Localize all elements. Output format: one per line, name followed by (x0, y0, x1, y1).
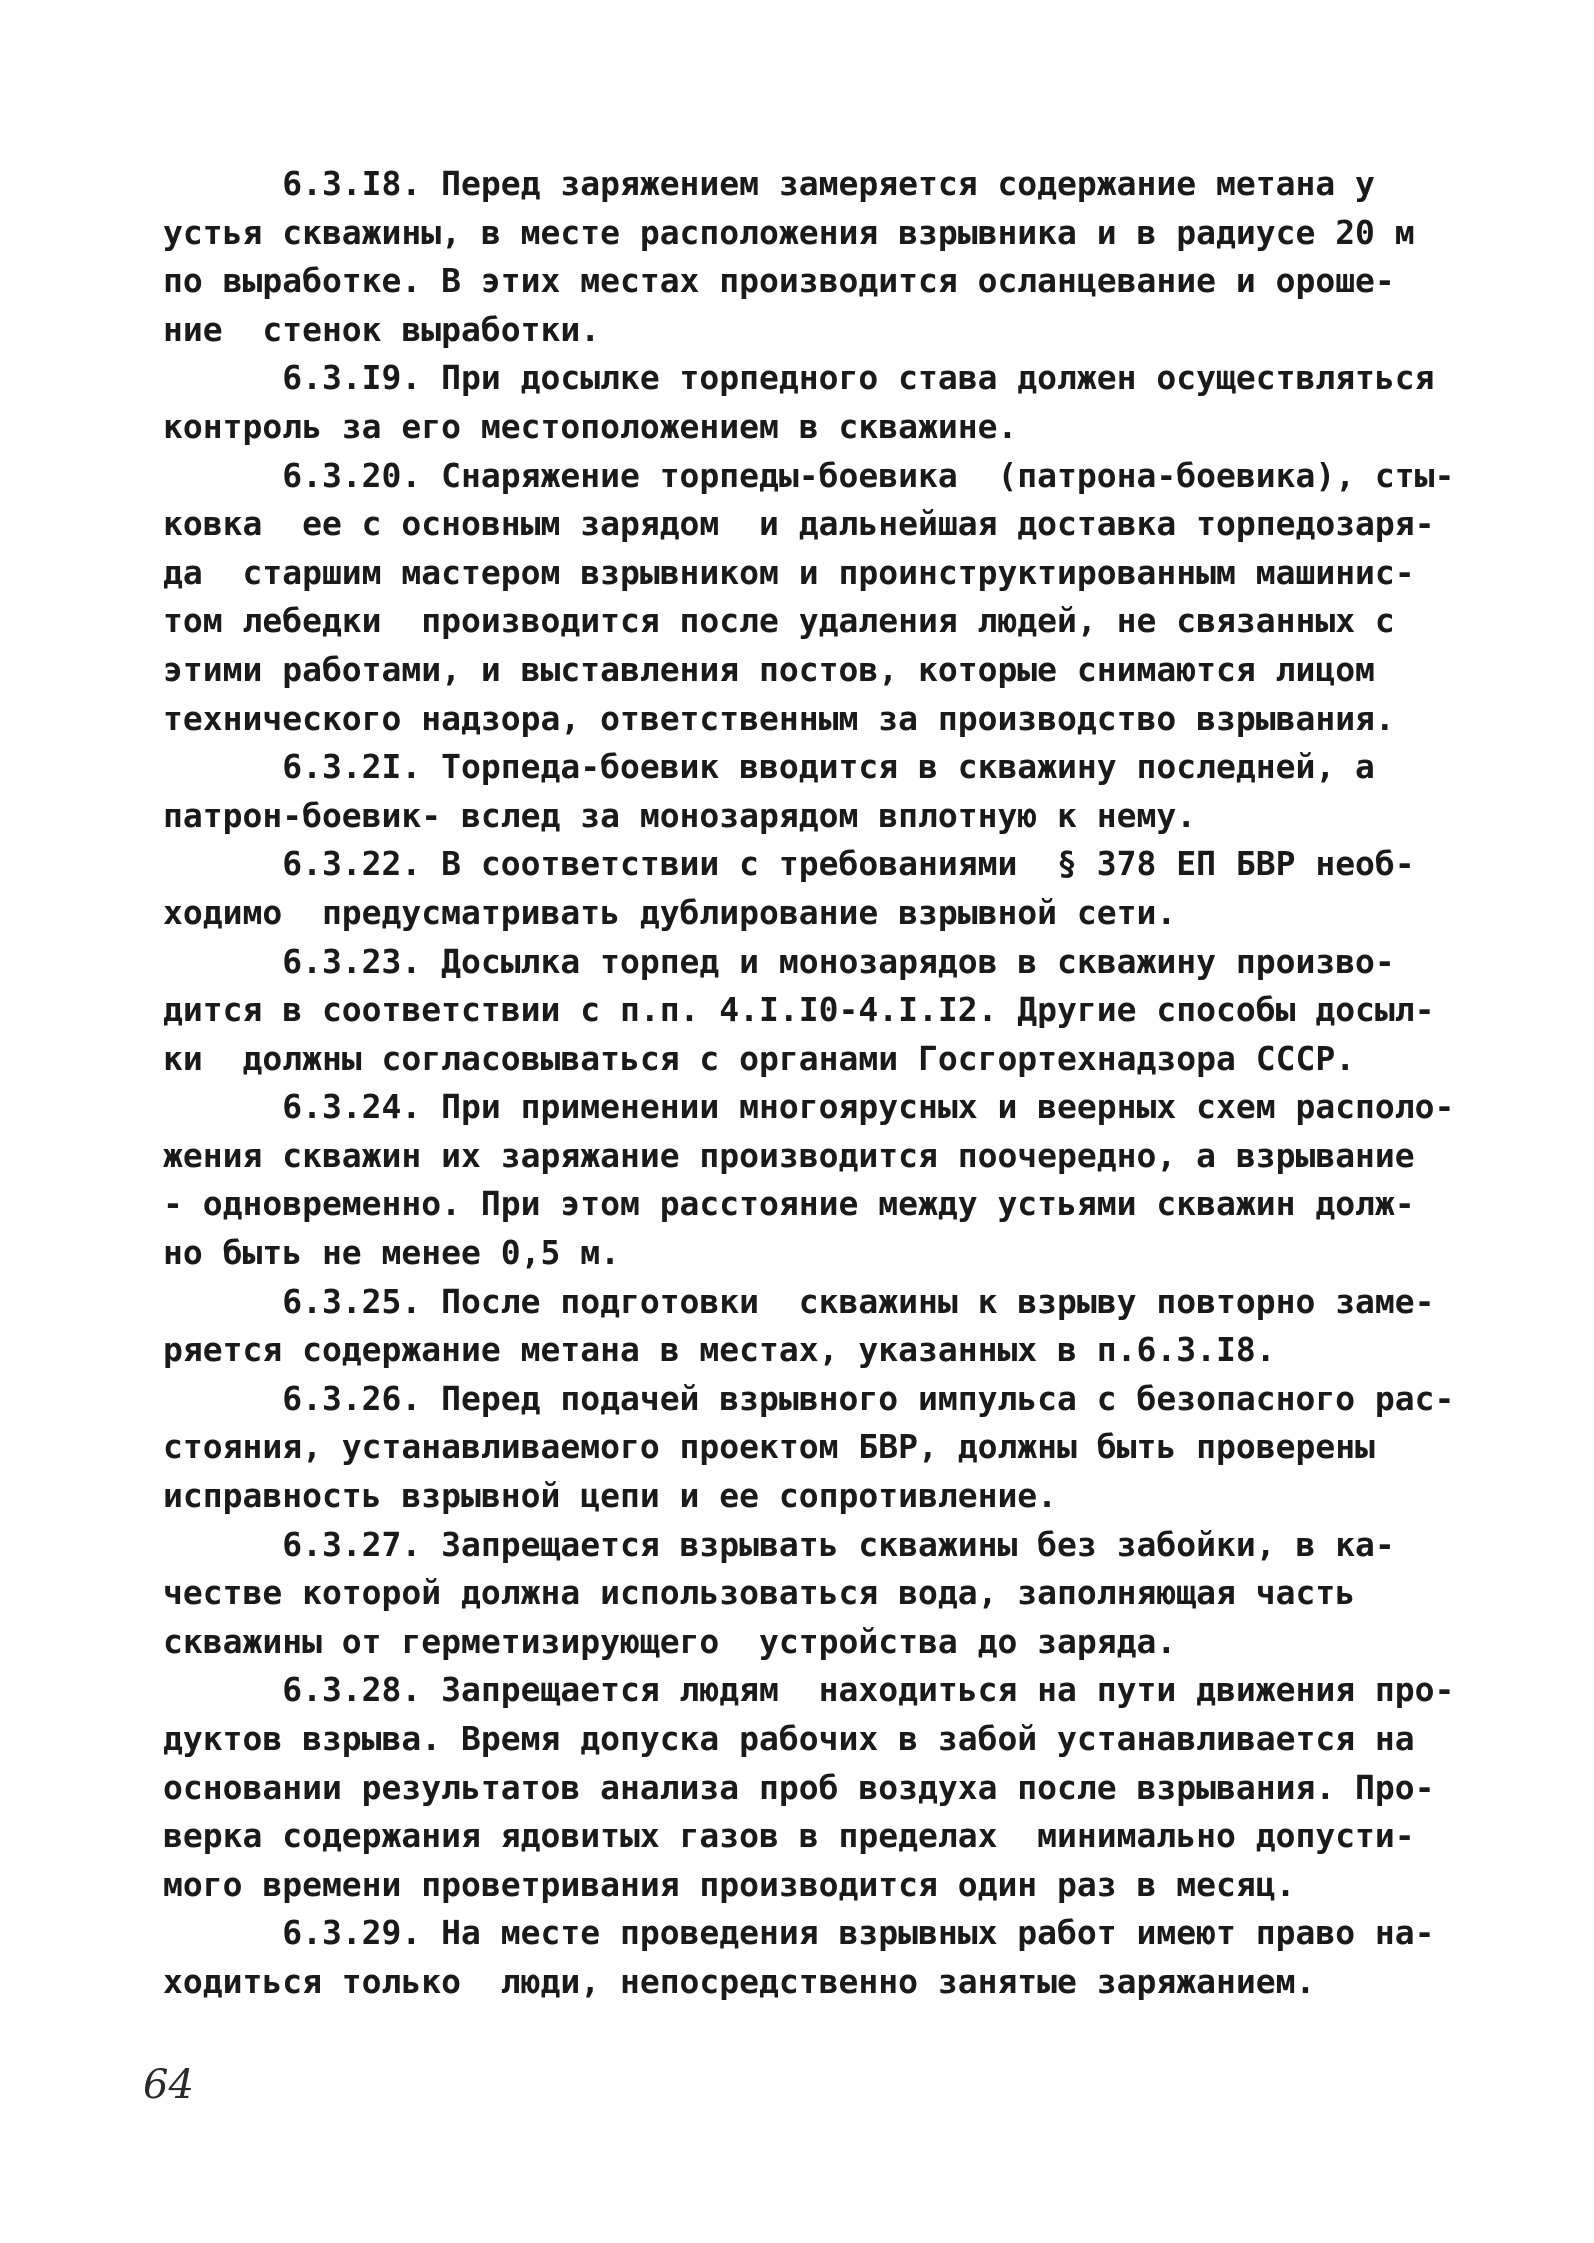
text-line: жения скважин их заряжание производится поочередно, а взрывание (163, 1135, 1415, 1175)
text-line: устья скважины, в месте расположения взрывника и в радиусе 20 м (163, 212, 1415, 252)
text-line: этими работами, и выставления постов, которые снимаются лицом (163, 649, 1375, 689)
text-line: 6.3.2I. Торпеда-боевик вводится в скважину последней, а (163, 747, 1375, 787)
text-line: исправность взрывной цепи и ее сопротивление. (163, 1476, 1058, 1516)
text-line: 6.3.20. Снаряжение торпеды-боевика (патрона-боевика), сты- (163, 455, 1455, 495)
text-line: мого времени проветривания производится один раз в месяц. (163, 1864, 1296, 1904)
text-line: но быть не менее 0,5 м. (163, 1233, 620, 1273)
text-line: 6.3.28. Запрещается людям находиться на пути движения про- (163, 1670, 1455, 1710)
text-line: ние стенок выработки. (163, 309, 601, 349)
text-line: 6.3.I8. Перед заряжением замеряется содержание метана у (163, 164, 1375, 203)
text-line: ки должны согласовываться с органами Госгортехнадзора СССР. (163, 1038, 1356, 1078)
text-line: 6.3.23. Досылка торпед и монозарядов в скважину произво- (163, 941, 1395, 981)
text-line: 6.3.I9. При досылке торпедного става должен осуществляться (163, 358, 1435, 398)
text-line: контроль за его местоположением в скважине. (163, 406, 1018, 446)
text-line: по выработке. В этих местах производится осланцевание и ороше- (163, 261, 1395, 301)
text-line: 6.3.22. В соответствии с требованиями § 378 ЕП БВР необ- (163, 844, 1415, 884)
text-line: ряется содержание метана в местах, указанных в п.6.3.I8. (163, 1330, 1276, 1370)
text-line: ходиться только люди, непосредственно занятые заряжанием. (163, 1961, 1316, 2001)
text-line: верка содержания ядовитых газов в пределах минимально допусти- (163, 1816, 1415, 1856)
text-line: том лебедки производится после удаления людей, не связанных с (163, 601, 1395, 641)
text-line: да старшим мастером взрывником и проинструктированным машинис- (163, 552, 1415, 592)
text-line: патрон-боевик- вслед за монозарядом вплотную к нему. (163, 795, 1197, 835)
body-text (163, 160, 1463, 2007)
text-line: 6.3.24. При применении многоярусных и веерных схем располо- (163, 1087, 1455, 1127)
text-line: 6.3.25. После подготовки скважины к взрыву повторно заме- (163, 1281, 1435, 1321)
page-number: 64 (143, 2062, 194, 2108)
text-line: технического надзора, ответственным за производство взрывания. (163, 698, 1395, 738)
text-line: стояния, устанавливаемого проектом БВР, должны быть проверены (163, 1427, 1375, 1467)
text-line: основании результатов анализа проб воздуха после взрывания. Про- (163, 1767, 1435, 1807)
text-line: скважины от герметизирующего устройства до заряда. (163, 1621, 1177, 1661)
text-line: дится в соответствии с п.п. 4.I.I0-4.I.I2. Другие способы досыл- (163, 990, 1435, 1030)
text-line: - одновременно. При этом расстояние между устьями скважин долж- (163, 1184, 1415, 1224)
text-line: 6.3.29. На месте проведения взрывных работ имеют право на- (163, 1913, 1435, 1953)
text-line: 6.3.26. Перед подачей взрывного импульса с безопасного рас- (163, 1378, 1455, 1418)
text-line: ходимо предусматривать дублирование взрывной сети. (163, 892, 1177, 932)
text-line: 6.3.27. Запрещается взрывать скважины без забойки, в ка- (163, 1524, 1395, 1564)
text-line: ковка ее с основным зарядом и дальнейшая доставка торпедозаря- (163, 504, 1435, 544)
text-line: дуктов взрыва. Время допуска рабочих в забой устанавливается на (163, 1719, 1415, 1758)
text-line: честве которой должна использоваться вода, заполняющая часть (163, 1573, 1356, 1613)
